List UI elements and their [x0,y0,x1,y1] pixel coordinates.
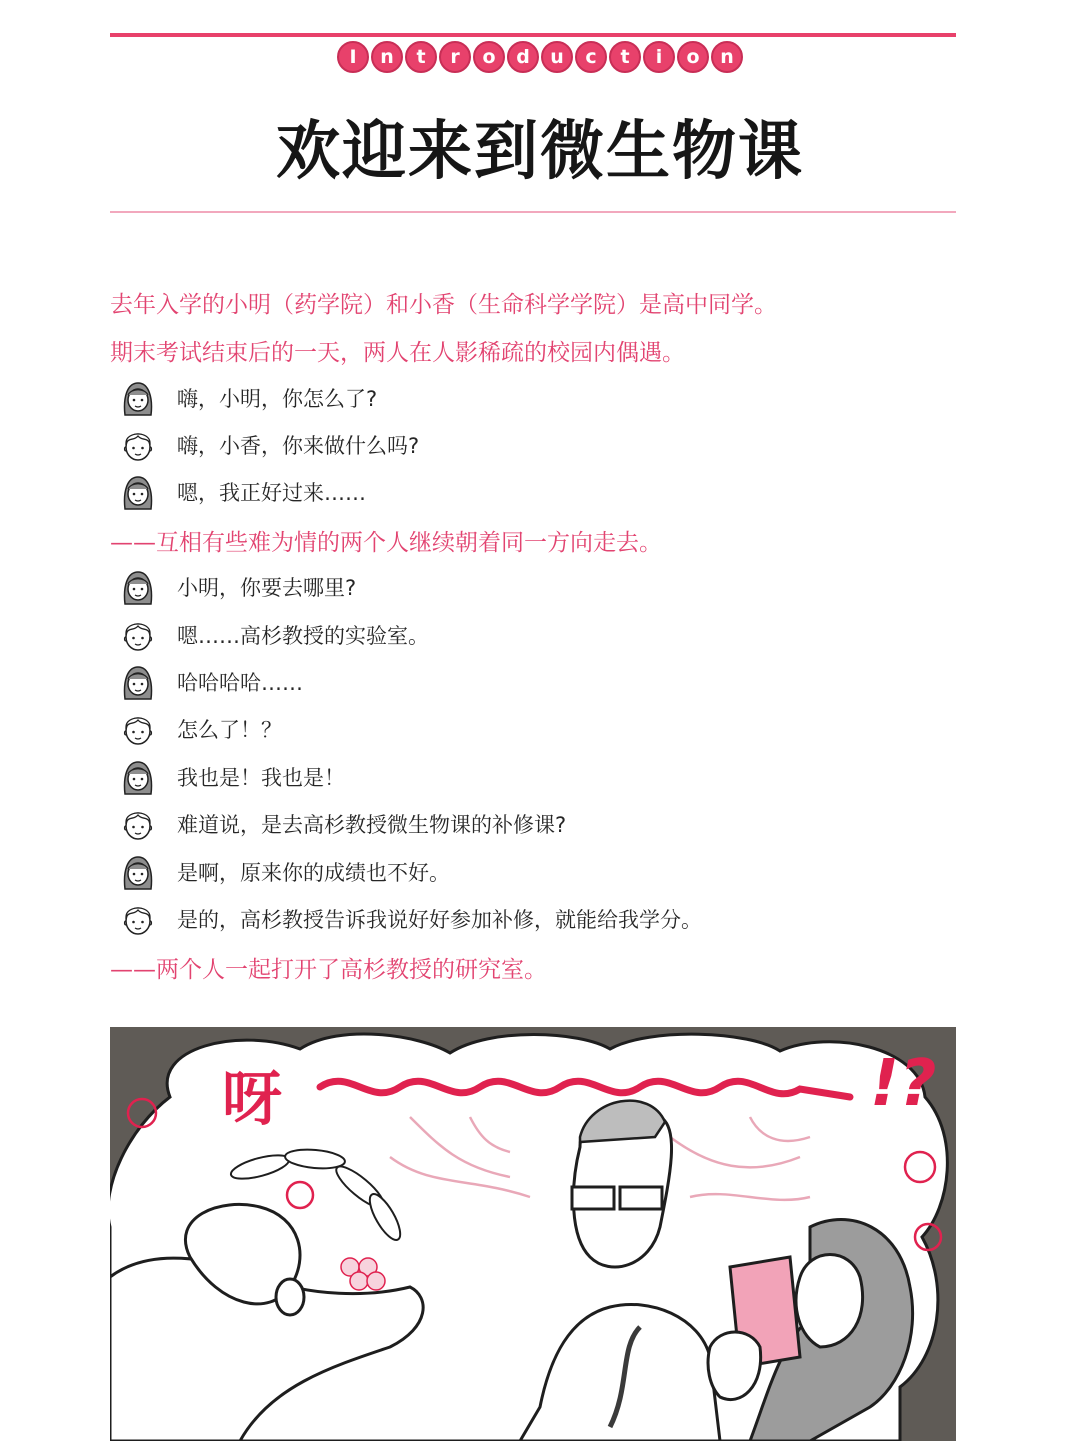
boy-face-icon [118,709,158,749]
boy-face-icon [118,615,158,655]
badge-letter: u [541,41,573,73]
girl-face-icon [118,472,158,512]
dialogue-text: 嗨，小香，你来做什么吗? [177,434,420,458]
dialogue-text: 是啊，原来你的成绩也不好。 [177,861,450,885]
boy-face-icon [118,804,158,844]
top-rule [110,33,956,37]
girl-face-icon [118,662,158,702]
dialogue-line [118,377,377,419]
girl-face-icon [118,852,158,892]
badge-letter: n [371,41,403,73]
girl-face-icon [118,378,158,418]
introduction-badges [0,41,1080,73]
badge-letter: o [473,41,505,73]
dialogue-line [118,566,356,608]
dialogue-line [118,803,566,845]
badge-letter: t [609,41,641,73]
page-title: 欢迎来到微生物课 [276,115,804,189]
comic-illustration [110,1027,956,1441]
girl-face-icon [118,757,158,797]
title-divider [110,211,956,213]
narration-lab-door: ——两个人一起打开了高杉教授的研究室。 [110,957,547,983]
narration-intro: 去年入学的小明（药学院）和小香（生命科学学院）是高中同学。 [110,292,777,318]
comic-sfx-exclamation: !? [870,1047,937,1121]
dialogue-line [118,708,282,750]
dialogue-text: 嗯，我正好过来…… [177,481,366,505]
dialogue-text: 嗯……高杉教授的实验室。 [177,624,429,648]
dialogue-line [118,851,450,893]
dialogue-text: 怎么了！？ [177,718,282,742]
comic-sfx-scream: 呀 [222,1064,282,1134]
badge-letter: r [439,41,471,73]
badge-letter: c [575,41,607,73]
dialogue-text: 我也是！我也是！ [177,766,345,790]
boy-face-icon [118,899,158,939]
dialogue-line [118,898,702,940]
dialogue-line [118,614,429,656]
dialogue-line [118,756,345,798]
badge-letter: t [405,41,437,73]
girl-face-icon [118,567,158,607]
narration-walking: ——互相有些难为情的两个人继续朝着同一方向走去。 [110,530,662,556]
dialogue-line [118,424,419,466]
narration-meeting: 期末考试结束后的一天，两人在人影稀疏的校园内偶遇。 [110,340,685,366]
dialogue-text: 是的，高杉教授告诉我说好好参加补修，就能给我学分。 [177,908,702,932]
dialogue-text: 哈哈哈哈…… [177,671,303,695]
dialogue-text: 小明，你要去哪里? [177,576,357,600]
dialogue-text: 嗨，小明，你怎么了? [177,387,378,411]
dialogue-text: 难道说，是去高杉教授微生物课的补修课? [177,813,567,837]
badge-letter: d [507,41,539,73]
badge-letter: i [643,41,675,73]
badge-letter: I [337,41,369,73]
boy-face-icon [118,425,158,465]
badge-letter: n [711,41,743,73]
dialogue-line [118,661,303,703]
dialogue-line [118,471,366,513]
badge-letter: o [677,41,709,73]
